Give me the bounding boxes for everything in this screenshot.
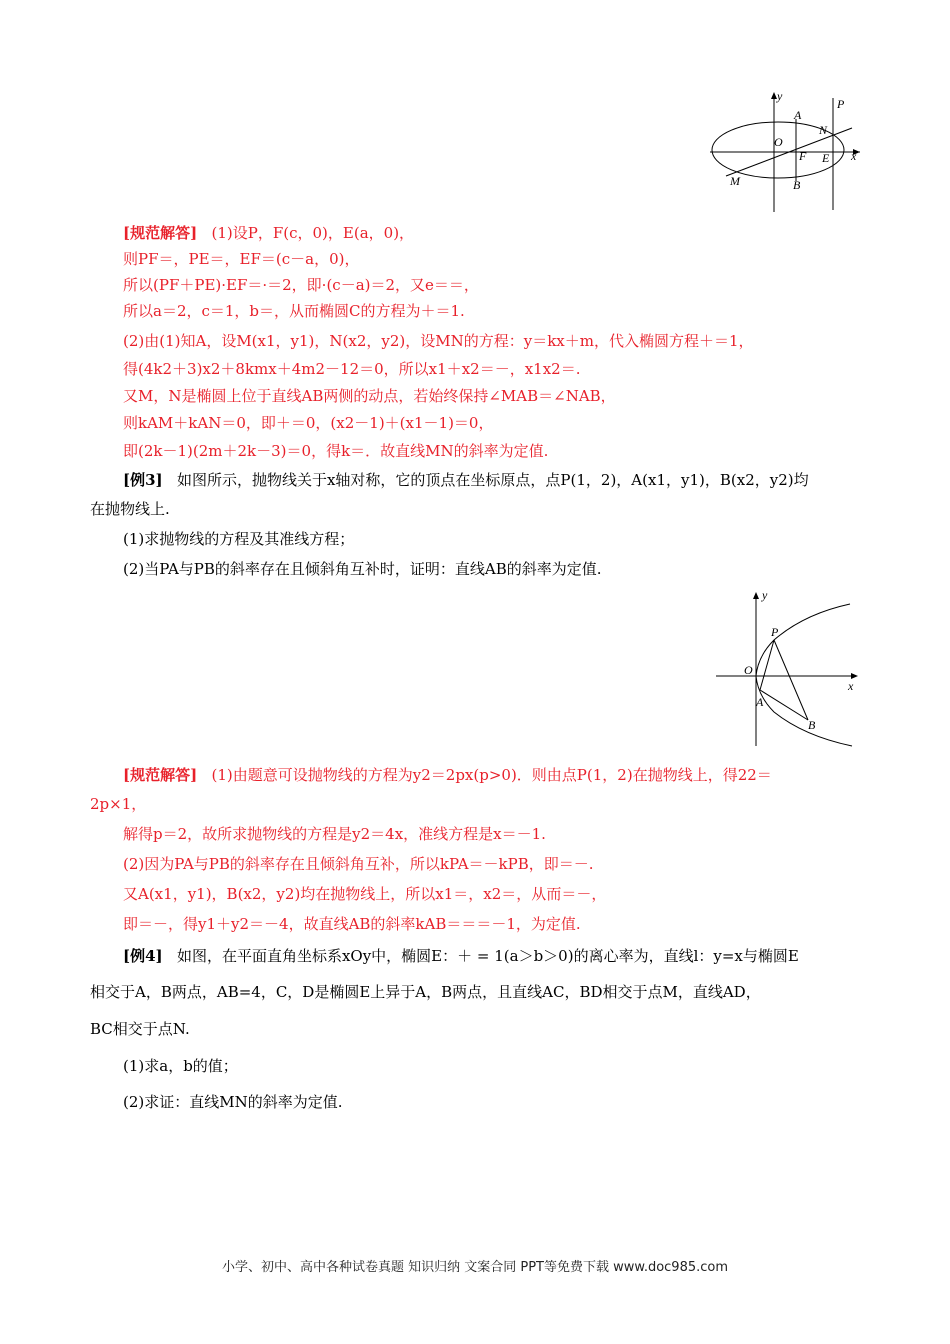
solution-3-text-1: (1)由题意可设抛物线的方程为y2＝2px(p>0)．则由点P(1，2)在抛物线上，得22＝: [211, 766, 772, 784]
example-4-line-3: BC相交于点N.: [90, 1020, 190, 1038]
ellipse-figure: [700, 88, 870, 214]
solution-1-text-1: (1)设P，F(c，0)，E(a，0)，: [211, 224, 415, 242]
point-label-p: P: [771, 625, 779, 639]
example-4-line-5: (2)求证：直线MN的斜率为定值.: [123, 1093, 343, 1111]
example-4-line-4: (1)求a，b的值；: [123, 1057, 238, 1075]
example-3-line-1: [123, 470, 809, 490]
parabola-figure: [714, 588, 862, 748]
solution-3-line-4: (2)因为PA与PB的斜率存在且倾斜角互补，所以kPA＝－kPB，即＝－.: [123, 855, 594, 873]
origin-label: O: [744, 663, 753, 677]
solution-1-line-4: 所以a＝2，c＝1，b＝，从而椭圆C的方程为＋＝1.: [123, 302, 465, 320]
solution-1-line-7: 又M，N是椭圆上位于直线AB两侧的动点，若始终保持∠MAB＝∠NAB，: [123, 387, 616, 405]
solution-1-line-3: 所以(PF＋PE)·EF＝·＝2，即·(c－a)＝2，又e＝＝，: [123, 276, 479, 294]
solution-1-line-5: (2)由(1)知A，设M(x1，y1)，N(x2，y2)，设MN的方程：y＝kx＋m，代入椭圆方程＋＝1，: [123, 332, 754, 350]
example-4-line-2: 相交于A，B两点，AB=4，C，D是椭圆E上异于A，B两点，且直线AC，BD相交于点M，直线AD，: [90, 983, 761, 1001]
solution-3-line-6: 即＝－，得y1＋y2＝－4，故直线AB的斜率kAB＝＝＝－1，为定值.: [123, 915, 581, 933]
solution-1-line-9: 即(2k－1)(2m＋2k－3)＝0，得k＝．故直线MN的斜率为定值.: [123, 442, 549, 460]
point-label-e: E: [822, 151, 830, 165]
axis-label-x: x: [851, 149, 857, 163]
point-label-b: B: [793, 178, 801, 192]
point-label-f: F: [799, 149, 807, 163]
example-4-tag: [例4]: [123, 947, 163, 965]
point-label-n: N: [819, 123, 828, 137]
point-label-a: A: [756, 695, 764, 709]
point-label-a: A: [794, 108, 802, 122]
solution-3-line-3: 解得p＝2，故所求抛物线的方程是y2＝4x，准线方程是x＝－1.: [123, 825, 546, 843]
solution-1-heading: [规范解答]: [123, 224, 198, 242]
solution-3-line-1: [123, 765, 772, 785]
solution-1-line-8: 则kAM＋kAN＝0，即＋＝0，(x2－1)＋(x1－1)＝0，: [123, 414, 494, 432]
example-3-line-3: (1)求抛物线的方程及其准线方程；: [123, 530, 355, 548]
example-3-tag: [例3]: [123, 471, 163, 489]
example-4-line-1: [123, 946, 799, 966]
axis-label-x: x: [848, 679, 854, 693]
page-footer: 小学、初中、高中各种试卷真题 知识归纳 文案合同 PPT等免费下载 www.doc985.com: [221, 1260, 729, 1275]
solution-3-heading: [规范解答]: [123, 766, 198, 784]
example-4-text-1: 如图，在平面直角坐标系xOy中，椭圆E：＋ = 1(a＞b＞0)的离心率为，直线l：y=x与椭圆E: [176, 947, 799, 965]
solution-1-line-2: 则PF＝，PE＝，EF＝(c－a，0)，: [123, 250, 360, 268]
point-label-b: B: [808, 718, 816, 732]
point-label-m: M: [730, 174, 740, 188]
axis-label-y: y: [777, 89, 783, 103]
point-label-p: P: [837, 97, 845, 111]
solution-1-line-1: [123, 223, 414, 243]
solution-1-line-6: 得(4k2＋3)x2＋8kmx＋4m2－12＝0，所以x1＋x2＝－，x1x2＝.: [123, 360, 581, 378]
example-3-text-1: 如图所示，抛物线关于x轴对称，它的顶点在坐标原点，点P(1，2)，A(x1，y1)，B(x2，y2)均: [176, 471, 809, 489]
origin-label: O: [774, 135, 783, 149]
solution-3-line-5: 又A(x1，y1)，B(x2，y2)均在抛物线上，所以x1＝，x2＝，从而＝－，: [123, 885, 607, 903]
axis-label-y: y: [762, 588, 768, 602]
example-3-line-2: 在抛物线上.: [90, 500, 170, 518]
solution-3-line-2: 2p×1，: [90, 795, 147, 813]
example-3-line-4: (2)当PA与PB的斜率存在且倾斜角互补时，证明：直线AB的斜率为定值.: [123, 560, 602, 578]
